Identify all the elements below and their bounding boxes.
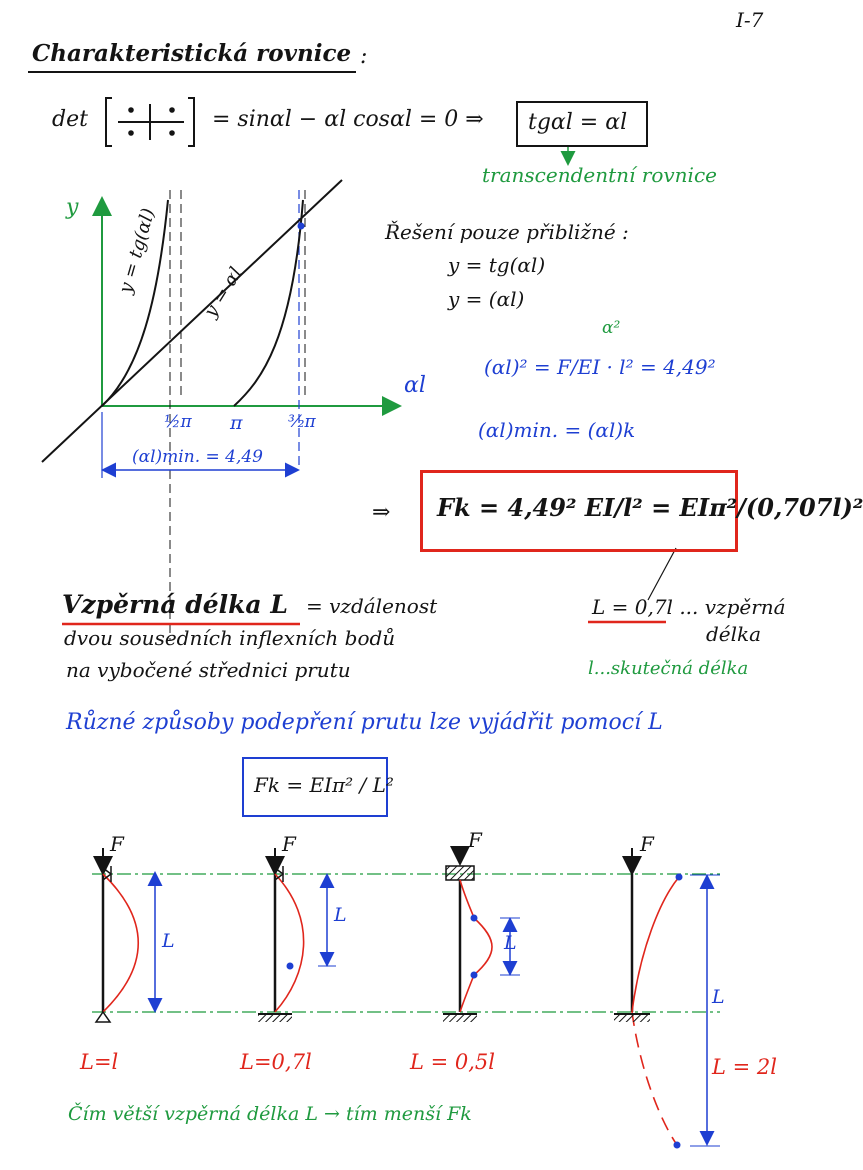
x-axis-label: αl [404,373,426,398]
boxed-equation [516,101,648,147]
pointer-line [648,548,676,600]
critical-force-box [420,470,863,552]
characteristic-equation: = sinαl − αl cosαl = 0 ⇒ [212,107,484,132]
tick-half-pi: ½π [164,412,192,432]
L-definition: L = 0,7l ... vzpěrná [592,595,786,619]
buckling-def-3: na vybočené střednici prutu [66,658,351,682]
alpha-squared: α² [602,318,621,338]
column-2-result: L=0,7l [240,1050,312,1074]
buckling-def-2: dvou sousedních inflexních bodů [64,626,396,650]
euler-formula-box [242,757,394,817]
line-curve-label: y = αl [200,263,247,322]
implies-arrow: ⇒ [372,500,391,525]
alpha-min-equation: (αl)min. = (αl)k [478,418,636,442]
support-types-text: Různé způsoby podepření prutu lze vyjádřit pomocí L [66,710,663,735]
intersection-point [298,223,305,230]
tan-curve-label: y = tg(αl) [115,205,160,296]
tick-three-half-pi: ³⁄₂π [288,412,316,432]
boxed-equation-text: tgαl = αl [528,110,628,135]
solution-line1: y = tg(αl) [448,253,546,277]
force-label-4: F [640,832,654,856]
buckling-def-1: = vzdálenost [306,594,438,618]
length-label-2: L [334,904,347,926]
transcendent-note: transcendentní rovnice [482,163,717,187]
critical-force-formula: Fk = 4,49² EI/l² = EIπ²/(0,707l)² [437,493,863,522]
length-label-4: L [712,986,725,1008]
tick-pi: π [230,412,243,434]
page-number: I-7 [736,8,764,32]
curve-tan-branch2 [234,200,303,406]
length-label-3: L [504,932,517,954]
force-label-3: F [468,828,482,852]
euler-formula: Fk = EIπ² / L² [254,773,394,797]
l-definition: l...skutečná délka [588,658,749,679]
determinant-matrix [106,98,194,146]
dimension-label: (αl)min. = 4,49 [132,447,263,467]
column-4-result: L = 2l [712,1055,777,1079]
determinant-label: det [52,107,88,132]
alpha-equation: (αl)² = F/EI · l² = 4,49² [484,355,716,379]
section-title-characteristic-equation: Charakteristická rovnice [32,40,352,67]
y-axis-label: y [66,195,79,220]
solution-intro: Řešení pouze přibližné : [385,220,629,244]
section-title-buckling-length: Vzpěrná délka L [62,590,288,619]
force-label-1: F [110,832,124,856]
solution-line2: y = (αl) [448,287,525,311]
footer-note: Čím větší vzpěrná délka L → tím menší Fk [68,1103,472,1125]
force-label-2: F [282,832,296,856]
column-fixed-free [614,848,720,1149]
length-label-1: L [162,930,175,952]
column-1-result: L=l [80,1050,119,1074]
column-3-result: L = 0,5l [410,1050,496,1074]
L-definition-2: délka [706,622,762,646]
title-colon: : [360,44,368,69]
tan-graph [42,180,398,640]
